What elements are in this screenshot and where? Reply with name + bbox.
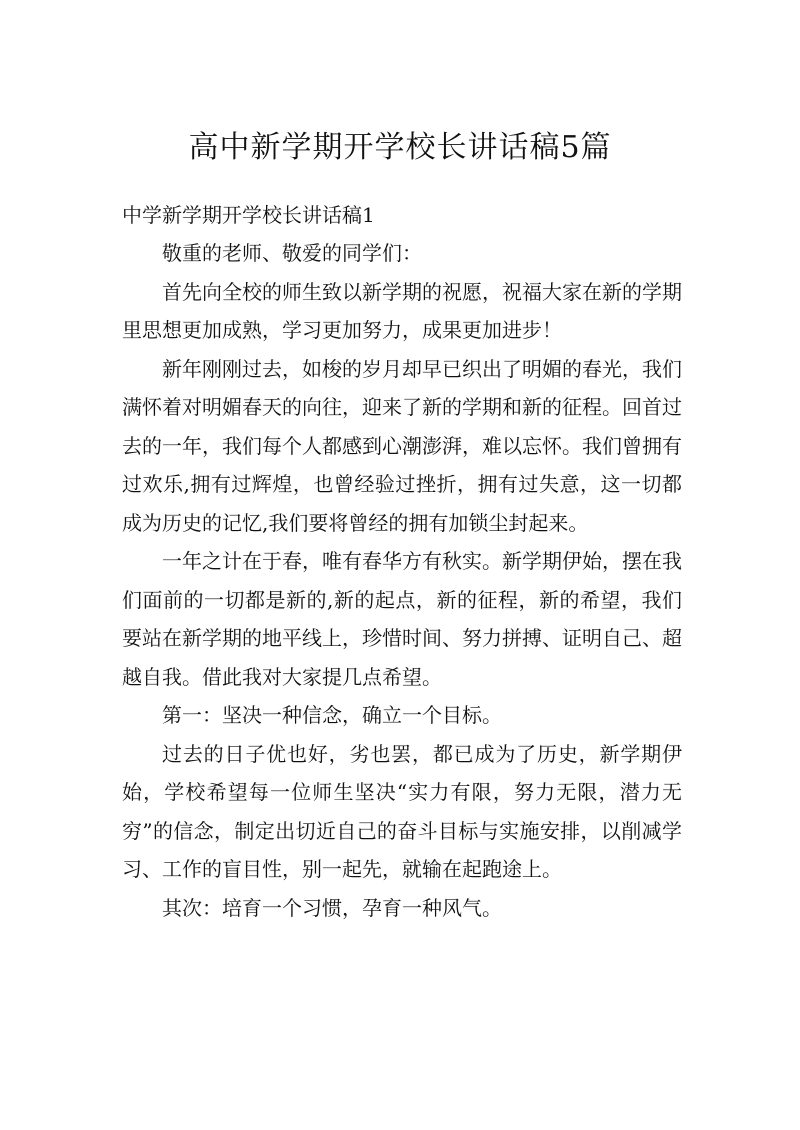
document-title: 高中新学期开学校长讲话稿5篇	[188, 130, 612, 165]
paragraph-spring: 一年之计在于春，唯有春华方有秋实。新学期伊始，摆在我们面前的一切都是新的,新的起点，新的征程，新的希望，我们要站在新学期的地平线上，珍惜时间、努力拼搏、证明自己、超越自我。借此我对大家提几点希望。	[122, 549, 682, 689]
paragraph-second-point: 其次：培育一个习惯，孕育一种风气。	[162, 895, 502, 920]
paragraph-new-year: 新年刚刚过去，如梭的岁月却早已织出了明媚的春光，我们满怀着对明媚春天的向往，迎来了新的学期和新的征程。回首过去的一年，我们每个人都感到心潮澎湃，难以忘怀。我们曾拥有过欢乐,拥有过辉煌，也曾经验过挫折，拥有过失意，这一切都成为历史的记忆,我们要将曾经的拥有加锁尘封起来。	[122, 356, 682, 535]
document-body	[122, 196, 682, 927]
paragraph-wishes: 首先向全校的师生致以新学期的祝愿，祝福大家在新的学期里思想更加成熟，学习更加努力，成果更加进步！	[122, 279, 682, 342]
paragraph-past-days: 过去的日子优也好，劣也罢，都已成为了历史，新学期伊始，学校希望每一位师生坚决“实力有限，努力无限，潜力无穷”的信念，制定出切近自己的奋斗目标与实施安排，以削减学习、工作的盲目性，别一起先，就输在起跑途上。	[122, 741, 682, 881]
section-heading: 中学新学期开学校长讲话稿1	[122, 203, 375, 227]
paragraph-greeting: 敬重的老师、敬爱的同学们：	[162, 241, 422, 265]
paragraph-first-point: 第一：坚决一种信念，确立一个目标。	[162, 703, 502, 727]
